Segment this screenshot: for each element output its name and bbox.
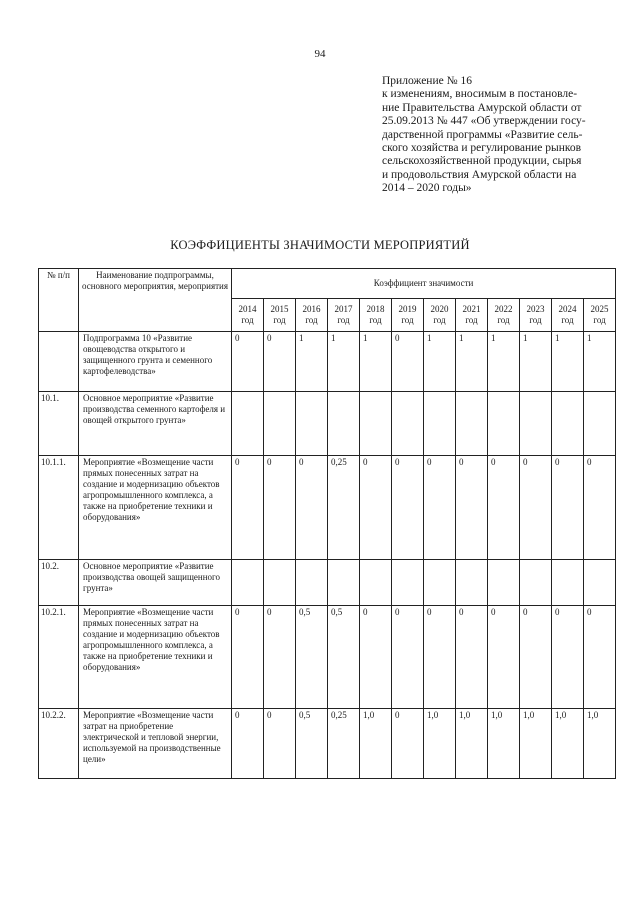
value-cell: 0 <box>392 606 424 709</box>
value-cell: 1,0 <box>360 709 392 779</box>
value-cell <box>360 392 392 456</box>
value-cell <box>488 560 520 606</box>
row-number: 10.1.1. <box>39 456 79 560</box>
appendix-line: сельскохозяйственной продукции, сырья <box>382 155 582 168</box>
value-cell: 1 <box>488 332 520 392</box>
value-cell <box>488 392 520 456</box>
value-cell: 0 <box>232 332 264 392</box>
appendix-line: 25.09.2013 № 447 «Об утверждении госу- <box>382 115 586 128</box>
value-cell: 0,25 <box>328 709 360 779</box>
table-row <box>39 456 616 560</box>
value-cell: 0 <box>552 606 584 709</box>
year-header: 2015 год <box>264 299 296 332</box>
year-header: 2023 год <box>520 299 552 332</box>
value-cell: 0 <box>360 606 392 709</box>
header-number: № п/п <box>39 269 79 332</box>
value-cell <box>232 560 264 606</box>
table-row <box>39 392 616 456</box>
value-cell: 0 <box>392 709 424 779</box>
value-cell <box>328 392 360 456</box>
value-cell: 0 <box>488 606 520 709</box>
row-number: 10.2. <box>39 560 79 606</box>
year-header: 2016 год <box>296 299 328 332</box>
value-cell: 1,0 <box>488 709 520 779</box>
year-header: 2014 год <box>232 299 264 332</box>
value-cell <box>392 392 424 456</box>
value-cell: 0 <box>552 456 584 560</box>
header-coefficient: Коэффициент значимости <box>232 269 616 299</box>
value-cell: 1,0 <box>424 709 456 779</box>
value-cell: 1 <box>584 332 616 392</box>
value-cell: 0 <box>232 709 264 779</box>
row-number: 10.2.1. <box>39 606 79 709</box>
document-title: КОЭФФИЦИЕНТЫ ЗНАЧИМОСТИ МЕРОПРИЯТИЙ <box>170 238 470 252</box>
value-cell: 0 <box>296 456 328 560</box>
value-cell <box>584 392 616 456</box>
row-name: Основное мероприятие «Развитие производства овощей защищенного грунта» <box>79 560 232 606</box>
value-cell: 0 <box>424 456 456 560</box>
coefficients-table <box>38 268 616 779</box>
value-cell: 0 <box>392 456 424 560</box>
value-cell: 1,0 <box>456 709 488 779</box>
value-cell: 1,0 <box>552 709 584 779</box>
value-cell: 0 <box>520 606 552 709</box>
value-cell: 0 <box>584 606 616 709</box>
appendix-line: и продовольствия Амурской области на <box>382 168 577 181</box>
value-cell: 1 <box>328 332 360 392</box>
row-name: Подпрограмма 10 «Развитие овощеводства открытого и защищенного грунта и семенного картофелеводства» <box>79 332 232 392</box>
value-cell <box>424 560 456 606</box>
row-name: Мероприятие «Возмещение части прямых понесенных затрат на создание и модернизацию объектов агропромышленного комплекса, а также на приобретение техники и оборудования» <box>79 456 232 560</box>
year-header: 2021 год <box>456 299 488 332</box>
value-cell <box>360 560 392 606</box>
value-cell <box>456 560 488 606</box>
value-cell <box>232 392 264 456</box>
value-cell: 0 <box>264 606 296 709</box>
value-cell: 0,5 <box>296 709 328 779</box>
page-number: 94 <box>314 48 326 60</box>
value-cell: 1 <box>360 332 392 392</box>
table-row <box>39 709 616 779</box>
appendix-note <box>382 75 622 196</box>
value-cell <box>552 560 584 606</box>
value-cell: 0 <box>424 606 456 709</box>
value-cell <box>552 392 584 456</box>
value-cell <box>264 392 296 456</box>
value-cell: 0 <box>584 456 616 560</box>
value-cell <box>424 392 456 456</box>
row-number: 10.1. <box>39 392 79 456</box>
value-cell: 1 <box>296 332 328 392</box>
appendix-line: дарственной программы «Развитие сель- <box>382 128 583 141</box>
appendix-line: ского хозяйства и регулирование рынков <box>382 142 582 155</box>
value-cell: 0 <box>520 456 552 560</box>
year-header: 2022 год <box>488 299 520 332</box>
value-cell: 1 <box>520 332 552 392</box>
value-cell <box>328 560 360 606</box>
year-header: 2025 год <box>584 299 616 332</box>
value-cell: 1 <box>552 332 584 392</box>
value-cell: 0 <box>488 456 520 560</box>
value-cell: 0 <box>232 456 264 560</box>
value-cell: 0 <box>456 456 488 560</box>
value-cell: 1,0 <box>520 709 552 779</box>
value-cell <box>264 560 296 606</box>
year-header: 2019 год <box>392 299 424 332</box>
table-row <box>39 606 616 709</box>
value-cell: 0 <box>232 606 264 709</box>
appendix-line: Приложение № 16 <box>382 75 472 87</box>
value-cell <box>456 392 488 456</box>
appendix-line: ние Правительства Амурской области от <box>382 101 582 114</box>
row-number: 10.2.2. <box>39 709 79 779</box>
row-number <box>39 332 79 392</box>
value-cell: 1 <box>456 332 488 392</box>
value-cell: 0,25 <box>328 456 360 560</box>
value-cell <box>520 560 552 606</box>
value-cell: 0 <box>392 332 424 392</box>
value-cell <box>392 560 424 606</box>
year-header: 2018 год <box>360 299 392 332</box>
row-name: Основное мероприятие «Развитие производства семенного картофеля и овощей открытого грунта» <box>79 392 232 456</box>
value-cell <box>296 560 328 606</box>
year-header: 2024 год <box>552 299 584 332</box>
value-cell: 0 <box>360 456 392 560</box>
table-row <box>39 332 616 392</box>
appendix-line: 2014 – 2020 годы» <box>382 182 472 195</box>
header-name: Наименование подпрограммы, основного мероприятия, мероприятия <box>79 269 232 332</box>
year-header: 2020 год <box>424 299 456 332</box>
value-cell: 1,0 <box>584 709 616 779</box>
value-cell: 0 <box>264 332 296 392</box>
value-cell: 0,5 <box>328 606 360 709</box>
value-cell: 0 <box>264 709 296 779</box>
value-cell <box>520 392 552 456</box>
table-row <box>39 560 616 606</box>
row-name: Мероприятие «Возмещение части затрат на приобретение электрической и тепловой энергии, используемой на производственные цели» <box>79 709 232 779</box>
value-cell: 0,5 <box>296 606 328 709</box>
year-header: 2017 год <box>328 299 360 332</box>
value-cell: 0 <box>264 456 296 560</box>
value-cell <box>296 392 328 456</box>
value-cell: 0 <box>456 606 488 709</box>
row-name: Мероприятие «Возмещение части прямых понесенных затрат на создание и модернизацию объектов агропромышленного комплекса, а также на приобретение техники и оборудования» <box>79 606 232 709</box>
value-cell <box>584 560 616 606</box>
value-cell: 1 <box>424 332 456 392</box>
appendix-line: к изменениям, вносимым в постановле- <box>382 88 578 101</box>
